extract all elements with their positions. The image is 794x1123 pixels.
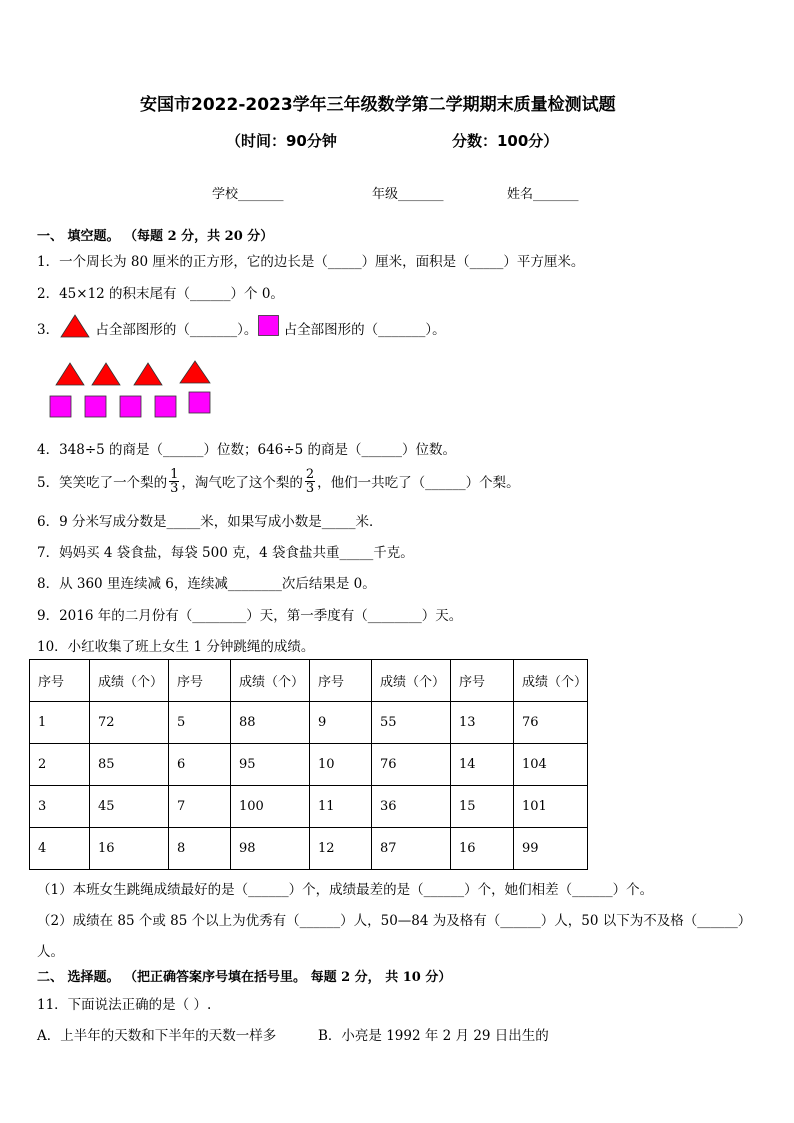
triangle-icon	[180, 361, 210, 383]
table-cell: 76	[514, 702, 588, 744]
fraction-one-third: $\frac{1}{3}$	[170, 466, 179, 496]
table-header-cell: 成绩（个）	[514, 660, 588, 702]
square-icon	[50, 396, 71, 417]
table-cell: 55	[372, 702, 451, 744]
table-row	[30, 702, 588, 744]
table-cell: 1	[30, 702, 90, 744]
table-cell: 11	[310, 786, 372, 828]
question-1: 1．一个周长为 80 厘米的正方形，它的边长是（_____）厘米，面积是（_____）平方厘米。	[37, 254, 585, 270]
question-6: 6．9 分米写成分数是_____米，如果写成小数是_____米．	[37, 514, 383, 530]
table-cell: 5	[169, 702, 231, 744]
table-row	[30, 744, 588, 786]
shapes-figure	[0, 0, 794, 440]
table-cell: 87	[372, 828, 451, 870]
q11-option-b: B．小亮是 1992 年 2 月 29 日出生的	[318, 1028, 549, 1044]
table-header-cell: 成绩（个）	[90, 660, 169, 702]
table-cell: 72	[90, 702, 169, 744]
table-cell: 8	[169, 828, 231, 870]
section1-heading: 一、 填空题。 （每题 2 分，共 20 分）	[37, 229, 274, 244]
table-row	[30, 828, 588, 870]
name-field: 姓名_______	[507, 187, 579, 202]
table-cell: 12	[310, 828, 372, 870]
table-cell: 14	[451, 744, 514, 786]
table-header-cell: 序号	[30, 660, 90, 702]
square-icon	[85, 396, 106, 417]
question-2: 2．45×12 的积末尾有（______）个 0。	[37, 286, 284, 302]
question-10-2-end: 人。	[37, 944, 64, 960]
square-icon	[155, 396, 176, 417]
grade-field: 年级_______	[372, 187, 444, 202]
triangle-icon	[56, 363, 84, 385]
table-cell: 10	[310, 744, 372, 786]
page-title: 安国市2022-2023学年三年级数学第二学期期末质量检测试题	[140, 95, 616, 115]
q5-text-a: 5．笑笑吃了一个梨的	[37, 475, 168, 491]
table-cell: 7	[169, 786, 231, 828]
question-5	[37, 463, 520, 499]
section2-heading: 二、 选择题。 （把正确答案序号填在括号里。 每题 2 分， 共 10 分）	[37, 970, 452, 985]
table-header-cell: 序号	[310, 660, 372, 702]
table-cell: 85	[90, 744, 169, 786]
table-cell: 36	[372, 786, 451, 828]
q3-part2: 占全部图形的（_______）。	[283, 322, 446, 338]
table-cell: 76	[372, 744, 451, 786]
table-cell: 100	[231, 786, 310, 828]
square-icon	[120, 396, 141, 417]
exam-time: （时间：90分钟	[226, 132, 337, 150]
score-table	[29, 659, 588, 870]
table-cell: 15	[451, 786, 514, 828]
table-cell: 16	[90, 828, 169, 870]
table-cell: 88	[231, 702, 310, 744]
triangle-icon	[92, 363, 120, 385]
question-8: 8．从 360 里连续减 6，连续减________次后结果是 0。	[37, 576, 376, 592]
q5-text-c: ，他们一共吃了（______）个梨。	[317, 475, 520, 491]
table-cell: 6	[169, 744, 231, 786]
table-cell: 3	[30, 786, 90, 828]
q11-option-a: A．上半年的天数和下半年的天数一样多	[37, 1028, 277, 1044]
table-header-row	[30, 660, 588, 702]
table-header-cell: 序号	[169, 660, 231, 702]
table-cell: 2	[30, 744, 90, 786]
question-10: 10．小红收集了班上女生 1 分钟跳绳的成绩。	[37, 639, 315, 655]
question-10-1: （1）本班女生跳绳成绩最好的是（______）个，成绩最差的是（______）个，她们相差（______）个。	[37, 882, 654, 898]
table-header-cell: 成绩（个）	[372, 660, 451, 702]
table-cell: 4	[30, 828, 90, 870]
question-7: 7．妈妈买 4 袋食盐，每袋 500 克，4 袋食盐共重_____千克。	[37, 545, 414, 561]
question-11: 11．下面说法正确的是（ ）.	[37, 997, 212, 1013]
table-cell: 16	[451, 828, 514, 870]
table-cell: 95	[231, 744, 310, 786]
triangle-icon	[134, 363, 162, 385]
table-header-cell: 序号	[451, 660, 514, 702]
school-field: 学校_______	[212, 187, 284, 202]
table-cell: 99	[514, 828, 588, 870]
table-cell: 13	[451, 702, 514, 744]
q3-number: 3．	[37, 322, 60, 338]
table-cell: 45	[90, 786, 169, 828]
question-4: 4．348÷5 的商是（______）位数；646÷5 的商是（______）位数。	[37, 442, 457, 458]
question-10-2: （2）成绩在 85 个或 85 个以上为优秀有（______）人，50—84 为及格有（______）人，50 以下为不及格（______）	[37, 913, 752, 929]
table-cell: 9	[310, 702, 372, 744]
fraction-two-thirds: $\frac{2}{3}$	[305, 466, 315, 496]
q5-text-b: ，淘气吃了这个梨的	[181, 475, 303, 491]
table-cell: 98	[231, 828, 310, 870]
square-icon	[189, 392, 210, 413]
table-header-cell: 成绩（个）	[231, 660, 310, 702]
table-cell: 104	[514, 744, 588, 786]
table-row	[30, 786, 588, 828]
exam-score: 分数：100分）	[452, 132, 559, 150]
q3-part1: 占全部图形的（_______）。	[95, 322, 258, 338]
table-cell: 101	[514, 786, 588, 828]
question-9: 9．2016 年的二月份有（________）天，第一季度有（________）天。	[37, 608, 463, 624]
